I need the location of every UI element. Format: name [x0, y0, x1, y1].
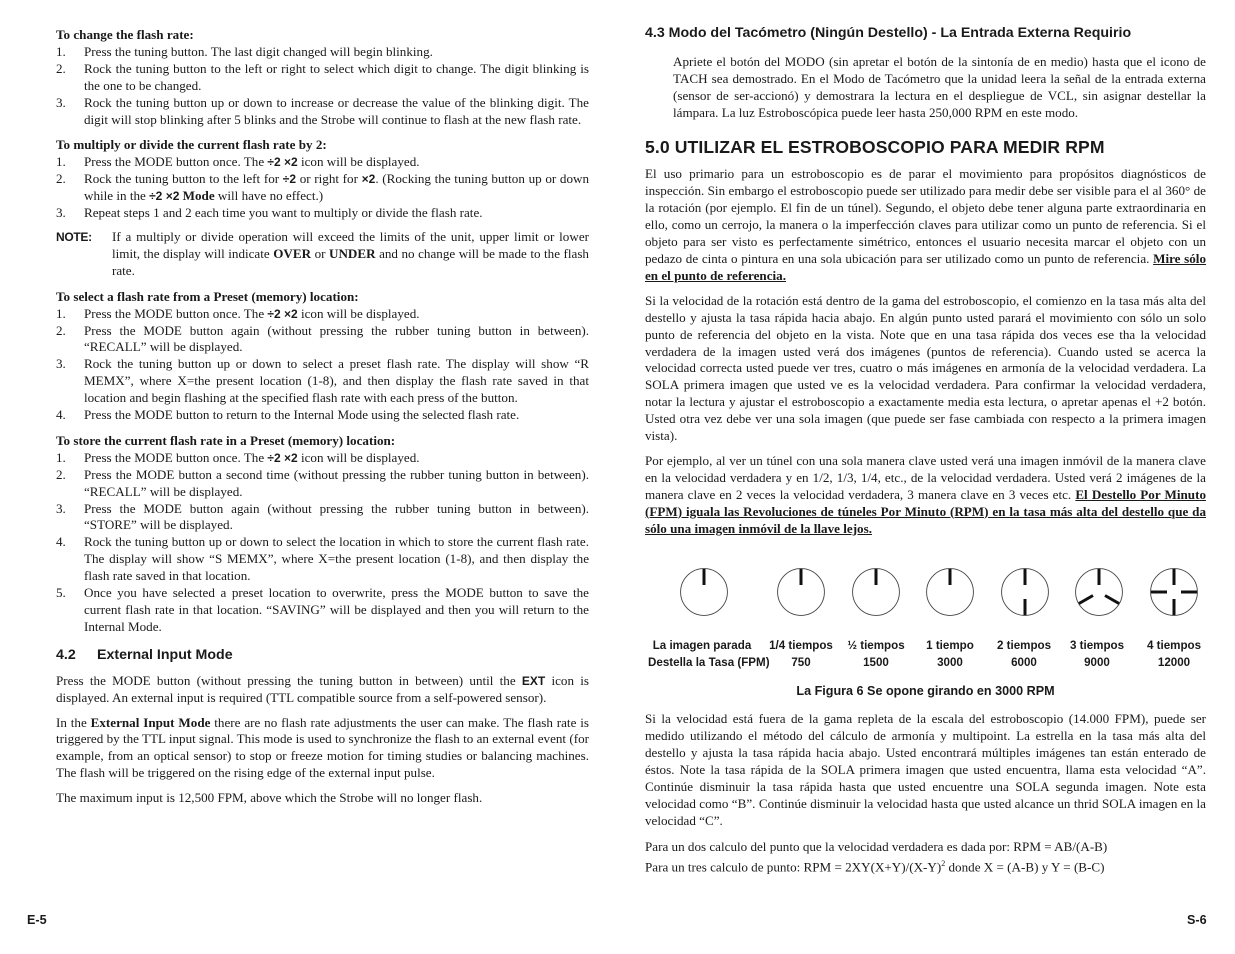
- right-page: [645, 24, 1206, 876]
- list-item: 3. Rock the tuning button up or down to increase or decrease the value of the blinking digit. The digit will stop blinking after 5 blinks and the Strobe will continue to flash at the new flash rate.: [56, 94, 589, 127]
- page-number-left: E-5: [27, 913, 47, 927]
- list-item: 3. Repeat steps 1 and 2 each time you want to multiply or divide the flash rate.: [56, 205, 483, 221]
- div-mul-icon: ÷2 ×2: [267, 450, 298, 465]
- list-item: 2. Press the MODE button again (without pressing the rubber tuning button in between). “RECALL” will be displayed.: [56, 322, 589, 355]
- heading-tachometer-mode: 4.3 Modo del Tacómetro (Ningún Destello) - La Entrada Externa Requirio: [645, 25, 1132, 41]
- dial-6: [1075, 568, 1123, 616]
- paragraph: Si la velocidad de la rotación está dentro de la gama del estroboscopio, el comienzo en la tasa más alta del destello y ajusta la tasa rápida hacia abajo. En algún punto usted parará el movimiento con sólo un solo punto de referencia del objeto en la vista. Note que en una tasa rápida dos veces ese tha la velocidad verdadera de la imagen usted verá dos imágenes (puntos de referencia). Cuando usted se acerca la velocidad correcta usted puede ver tres, cuatro o más imágenes en armonía de la velocidad verdadera. La SOLA primera imagen que usted ve es la velocidad verdadera. Para confirmar la velocidad verdadera, notar la lectura y ajustar el estroboscopio a exactamente media esta lectura, o apretar apenas el +2 botón. Usted otra vez debe ver una sola imagen (que puede ser fase cambiada con respecto a la primera imagen vista).: [645, 292, 1206, 444]
- dial-icon: [777, 568, 825, 616]
- list-item: 1. Press the tuning button. The last digit changed will begin blinking.: [56, 43, 433, 59]
- list-store-preset: [56, 450, 589, 636]
- left-page: [56, 24, 589, 807]
- list-item: 1. Press the MODE button once. The ÷2 ×2 icon will be displayed.: [56, 449, 420, 465]
- list-item: 3. Rock the tuning button up or down to select a preset flash rate. The display will show “R MEMX”, where X=the present location (1-8), and then display the flash rate saved in that location and begin flashing at the specified flash rate with each press of the button.: [56, 356, 589, 406]
- paragraph: El uso primario para un estroboscopio es de parar el movimiento para propósitos diagnósticos de inspección. Sin embargo el estroboscopio puede ser utilizado para medir debe ser visible para el al 360° de la rotación (por ejemplo. El fin de un túnel). Segundo, el objeto debe tener alguna parte extraordinaria en ello, como un cerrojo, la manera o la imperfección claves para utilizar como un punto de referencia. Si el objeto para ser visto es perfectamente simétrico, entonces el usuario necesita marcar el objeto con un pedazo de cinta o pintura en una sola ubicación para ser utilizado como un punto de referencia. Mire sólo en el punto de referencia.: [645, 166, 1206, 283]
- dial-icon: [926, 568, 974, 616]
- paragraph: The maximum input is 12,500 FPM, above which the Strobe will no longer flash.: [56, 790, 483, 806]
- list-item: 4. Press the MODE button to return to the Internal Mode using the selected flash rate.: [56, 407, 520, 423]
- figure-label: La imagen parada Destella la Tasa (FPM): [648, 639, 770, 669]
- paragraph: In the External Input Mode there are no flash rate adjustments the user can make. The flash rate is triggered by the TTL input signal. This mode is used to synchronize the flash to an external event (for example, from an optical sensor) to stop or freeze motion for timing studies or balancing machines. The flash will be triggered on the rising edge of the external input pulse.: [56, 714, 589, 781]
- list-select-preset: [56, 306, 589, 424]
- dial-2: [777, 568, 825, 616]
- figure-label: ½ tiempos 1500: [847, 639, 905, 669]
- list-item: 4. Rock the tuning button up or down to select the location in which to store the current flash rate. The display will show “S MEMX”, where X=the present location (1-8), and then display the flash rate saved in that location.: [56, 534, 589, 584]
- figure-label: 1 tiempo 3000: [926, 639, 974, 669]
- dial-5: [1001, 568, 1049, 616]
- heading-external-input-mode: 4.2 External Input Mode: [56, 646, 233, 663]
- note-label: NOTE:: [56, 229, 92, 244]
- divide-icon: ÷2: [282, 172, 297, 187]
- figure-label: 2 tiempos 6000: [996, 639, 1052, 669]
- heading-measure-rpm: 5.0 UTILIZAR EL ESTROBOSCOPIO PARA MEDIR RPM: [645, 136, 1105, 157]
- list-change-flash-rate: [56, 44, 589, 129]
- list-item: 3. Press the MODE button again (without pressing the rubber tuning button in between). “STORE” will be displayed.: [56, 500, 589, 533]
- dial-icon: [680, 568, 728, 616]
- figure-caption: La Figura 6 Se opone girando en 3000 RPM: [796, 684, 1055, 699]
- list-item: 2. Rock the tuning button to the left or right to select which digit to change. The digit blinking is the one to be changed.: [56, 60, 589, 93]
- div-mul-icon: ÷2 ×2: [267, 155, 298, 170]
- subheading-multiply-divide: To multiply or divide the current flash rate by 2:: [56, 137, 327, 153]
- formula-block: Para un dos calculo del punto que la velocidad verdadera es dada por: RPM = AB/(A-B) Para un tres calculo de punto: RPM = $2XY(X+Y)/(X-Y)^2$ donde X = (A-B) y Y = (B-C): [645, 838, 1108, 874]
- div-mul-icon: ÷2 ×2: [267, 306, 298, 321]
- figure-6: [645, 568, 1206, 688]
- multiply-icon: ×2: [361, 172, 376, 187]
- list-item: 5. Once you have selected a preset location to overwrite, press the MODE button to save the current flash rate in that location. “SAVING” will be displayed and then you will return to the Internal Mode.: [56, 585, 589, 634]
- dial-4: [926, 568, 974, 616]
- subheading-select-preset: To select a flash rate from a Preset (memory) location:: [56, 288, 359, 304]
- ext-icon: EXT: [521, 673, 546, 688]
- list-multiply-divide: [56, 154, 589, 222]
- list-item: 1. Press the MODE button once. The ÷2 ×2 icon will be displayed.: [56, 154, 420, 170]
- list-item: 2. Press the MODE button a second time (without pressing the rubber tuning button in between). “RECALL” will be displayed.: [56, 466, 589, 499]
- div-mul-icon: ÷2 ×2: [149, 189, 180, 204]
- dial-icon: [852, 568, 900, 616]
- paragraph: Por ejemplo, al ver un túnel con una sola manera clave usted verá una imagen inmóvil de la manera clave en la velocidad verdadera y en 1/2, 1/3, 1/4, etc., de la velocidad verdadera. Usted verá 2 imágenes de la manera clave en 2 veces la velocidad verdadera, 3 manera clave en 3 veces etc. El Destello Por Minuto (FPM) iguala las Revoluciones de túneles Por Minuto (RPM) en la tasa más alta del destello que da sólo una imagen inmóvil de la llave lejos.: [645, 452, 1206, 536]
- figure-label: 3 tiempos 9000: [1069, 639, 1125, 669]
- note-block: NOTE: If a multiply or divide operation will exceed the limits of the unit, upper limit or lower limit, the display will indicate OVER or UNDER and no change will be made to the flash rate.: [56, 228, 589, 278]
- page-number-right: S-6: [1187, 913, 1207, 927]
- paragraph: Si la velocidad está fuera de la gama repleta de la escala del estroboscopio (14.000 FPM), puede ser medido utilizando el método del cálculo de armonía y multipoint. La estrella en la tasa más alta del destello y ajusta la tasa rápida hacia abajo. Usted encontrará múltiples imágenes tan están enterado de éstos. Note la tasa rápida de la SOLA primera imagen que usted encuentra, llama esta velocidad “A”. Continúe disminuir la tasa rápida hasta que usted encuentre una SOLA segunda imagen. Note esta velocidad como “B”. Continúe disminuir la velocidad hasta que usted alcance un thrid SOLA imagen en la velocidad “C”.: [645, 711, 1206, 828]
- subheading-store-preset: To store the current flash rate in a Preset (memory) location:: [56, 432, 396, 448]
- list-item: 1. Press the MODE button once. The ÷2 ×2 icon will be displayed.: [56, 305, 420, 321]
- subheading-change-flash-rate: To change the flash rate:: [56, 27, 194, 42]
- dial-7: [1150, 568, 1198, 616]
- dial-icon: [1075, 568, 1123, 616]
- figure-label: 4 tiempos 12000: [1146, 639, 1202, 669]
- paragraph: Apriete el botón del MODO (sin apretar el botón de la sintonía de en medio) hasta que el icono de TACH sea demostrado. En el Modo de Tacómetro que la unidad leera la señal de la entrada externa (sensor de ser-accionó) y demostrara la lectura en el despliegue de VCL, sin asignar destellar la lámpara. La luz Estroboscópica puede leer hasta 250,000 RPM en este modo.: [673, 53, 1206, 120]
- paragraph: Press the MODE button (without pressing the tuning button in between) until the EXT icon is displayed. An external input is required (TTL compatible source from a self-powered sensor).: [56, 672, 589, 705]
- dial-icon: [1150, 568, 1198, 616]
- dial-3: [852, 568, 900, 616]
- figure-label: 1/4 tiempos 750: [769, 639, 833, 669]
- dial-1: [680, 568, 728, 616]
- dial-icon: [1001, 568, 1049, 616]
- list-item: 2. Rock the tuning button to the left for ÷2 or right for ×2. (Rocking the tuning button up or down while in the ÷2 ×2 Mode will have no effect.): [56, 171, 589, 204]
